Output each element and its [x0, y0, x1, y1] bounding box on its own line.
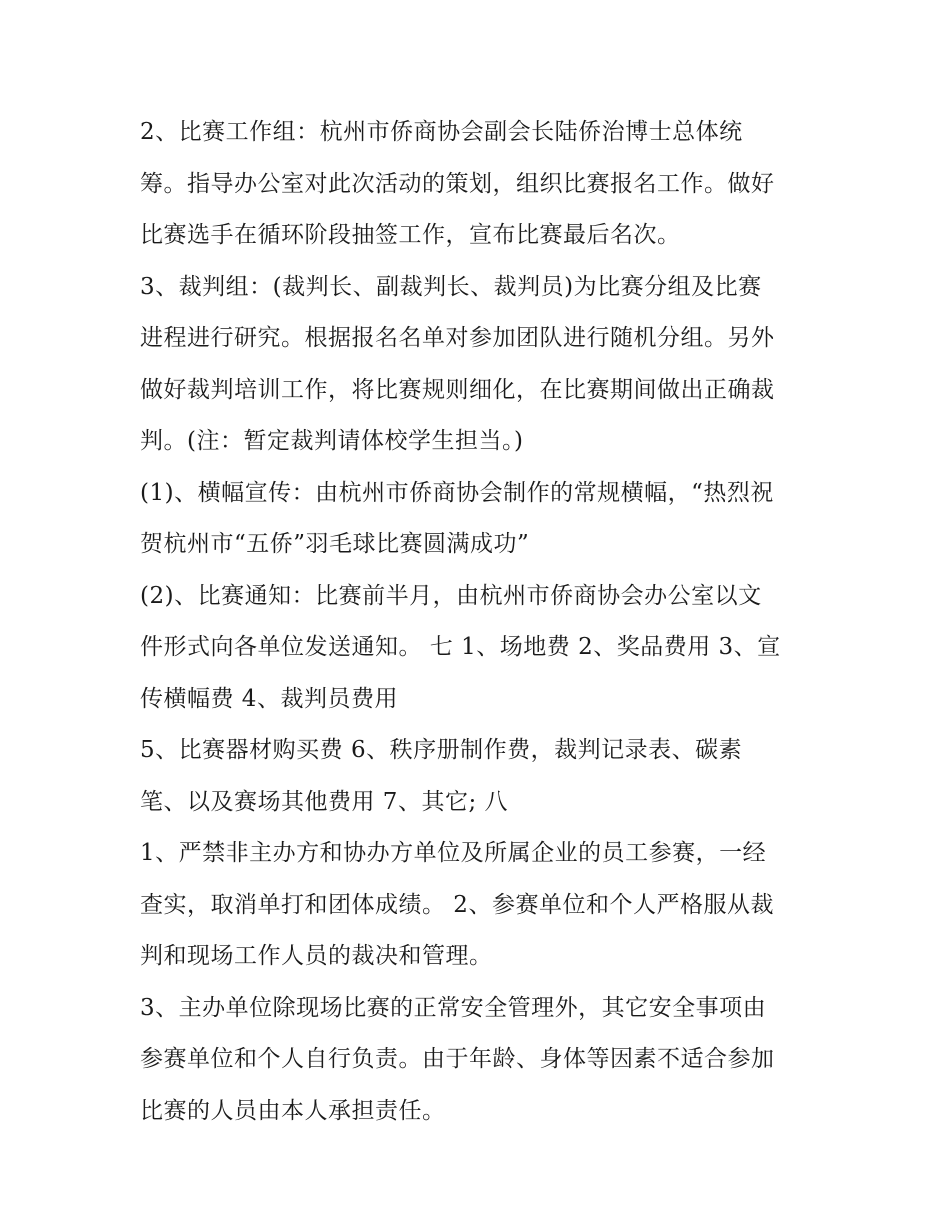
text-line: 贺杭州市“五侨”羽毛球比赛圆满成功”	[140, 531, 530, 557]
text-line: 件形式向各单位发送通知。 七 1、场地费 2、奖品费用 3、宣	[140, 634, 781, 660]
text-line: 笔、以及赛场其他费用 7、其它; 八	[140, 788, 509, 815]
text-line: 传横幅费 4、裁判员费用	[140, 685, 398, 712]
text-line: 5、比赛器材购买费 6、秩序册制作费，裁判记录表、碳素	[140, 737, 743, 763]
text-line: 比赛选手在循环阶段抽签工作，宣布比赛最后名次。	[140, 222, 681, 248]
text-line: 参赛单位和个人自行负责。由于年龄、身体等因素不适合参加	[140, 1046, 775, 1072]
text-line: 进程进行研究。根据报名名单对参加团队进行随机分组。另外	[140, 325, 775, 351]
text-line: (2)、比赛通知：比赛前半月，由杭州市侨商协会办公室以文	[140, 582, 762, 609]
text-line: 3、裁判组：(裁判长、副裁判长、裁判员)为比赛分组及比赛	[140, 273, 762, 300]
text-line: 3、主办单位除现场比赛的正常安全管理外，其它安全事项由	[140, 994, 767, 1021]
text-line: 筹。指导办公室对此次活动的策划，组织比赛报名工作。做好	[140, 170, 775, 197]
text-line: 做好裁判培训工作，将比赛规则细化，在比赛期间做出正确裁	[140, 376, 775, 403]
text-line: 判。(注：暂定裁判请体校学生担当。)	[140, 428, 524, 454]
text-line: 1、严禁非主办方和协办方单位及所属企业的员工参赛，一经	[140, 840, 767, 866]
text-line: 2、比赛工作组：杭州市侨商协会副会长陆侨治博士总体统	[140, 119, 743, 145]
text-line: 判和现场工作人员的裁决和管理。	[140, 943, 493, 969]
text-line: 查实，取消单打和团体成绩。 2、参赛单位和个人严格服从裁	[140, 891, 774, 918]
document-body	[140, 107, 820, 1137]
text-line: 比赛的人员由本人承担责任。	[140, 1097, 446, 1124]
text-line: (1)、横幅宣传：由杭州市侨商协会制作的常规横幅，“热烈祝	[140, 479, 774, 506]
